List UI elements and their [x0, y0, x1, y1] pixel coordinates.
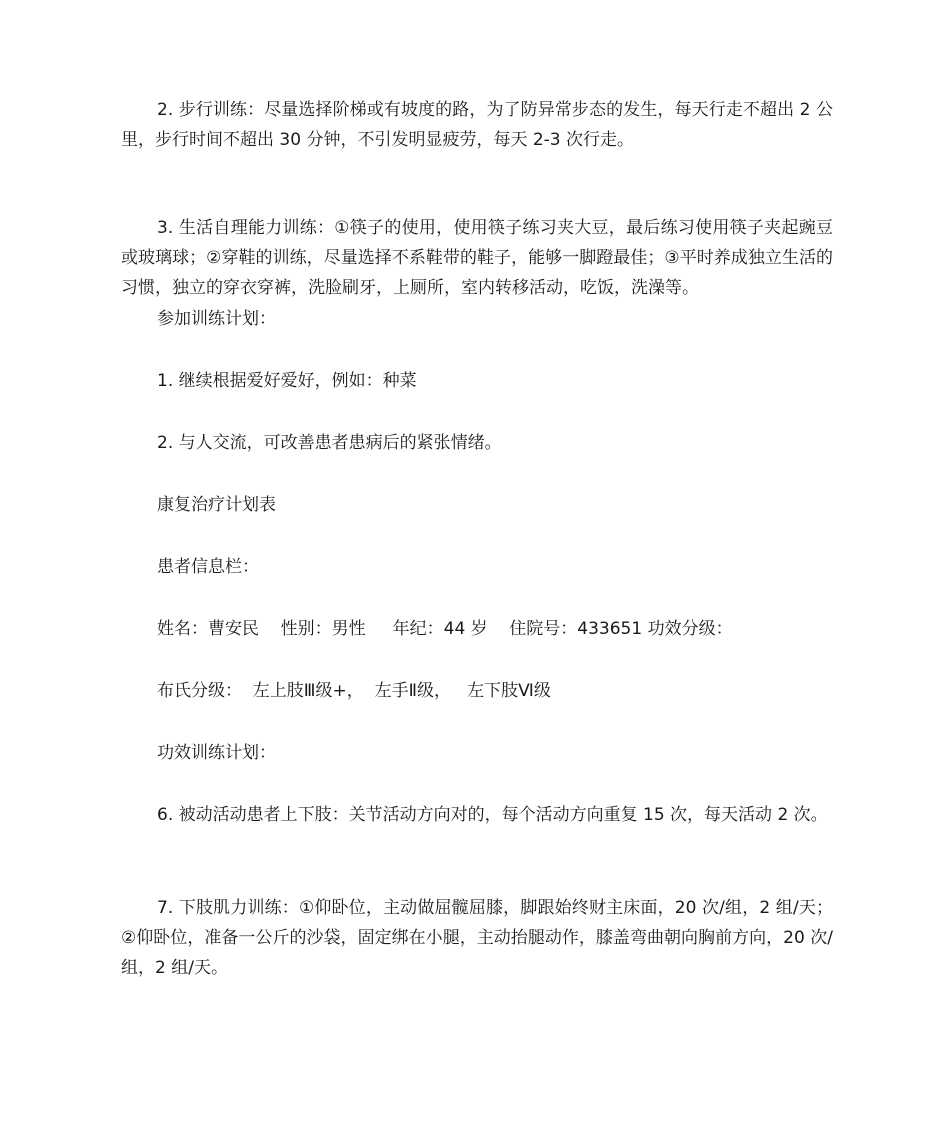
paragraph-lower-limb-strength: 7. 下肢肌力训练：①仰卧位，主动做屈髋屈膝，脚跟始终财主床面，20 次/组，2 组/天；②仰卧位，准备一公斤的沙袋，固定绑在小腿，主动抬腿动作，膝盖弯曲朝向胸前方向，20 次/组，2 组/天。	[121, 898, 833, 978]
paragraph-passive-activity: 6. 被动活动患者上下肢：关节活动方向对的，每个活动方向重复 15 次，每天活动 2 次。	[157, 805, 828, 825]
paragraph-rehab-plan-title: 康复治疗计划表	[157, 495, 276, 515]
paragraph-walking-training: 2. 步行训练：尽量选择阶梯或有坡度的路，为了防异常步态的发生，每天行走不超出 2 公里，步行时间不超出 30 分钟，不引发明显疲劳，每天 2-3 次行走。	[121, 100, 833, 150]
paragraph-patient-info-heading: 患者信息栏：	[157, 557, 259, 577]
paragraph-patient-info: 姓名：曹安民 性别：男性 年纪：44 岁 住院号：433651 功效分级：	[157, 619, 733, 639]
paragraph-self-care-training: 3. 生活自理能力训练：①筷子的使用，使用筷子练习夹大豆，最后练习使用筷子夹起豌豆或玻璃球；②穿鞋的训练，尽量选择不系鞋带的鞋子，能够一脚蹬最佳；③平时养成独立生活的习惯，独立的穿衣穿裤，洗脸刷牙，上厕所，室内转移活动，吃饭，洗澡等。	[121, 218, 833, 298]
paragraph-extra-training-heading: 参加训练计划：	[157, 309, 276, 329]
paragraph-hobby: 1. 继续根据爱好爱好，例如：种菜	[157, 371, 417, 391]
paragraph-function-training-heading: 功效训练计划：	[157, 743, 276, 763]
paragraph-brunnstrom-grade: 布氏分级： 左上肢Ⅲ级+， 左手Ⅱ级， 左下肢Ⅵ级	[157, 681, 551, 701]
paragraph-communication: 2. 与人交流，可改善患者患病后的紧张情绪。	[157, 433, 502, 453]
